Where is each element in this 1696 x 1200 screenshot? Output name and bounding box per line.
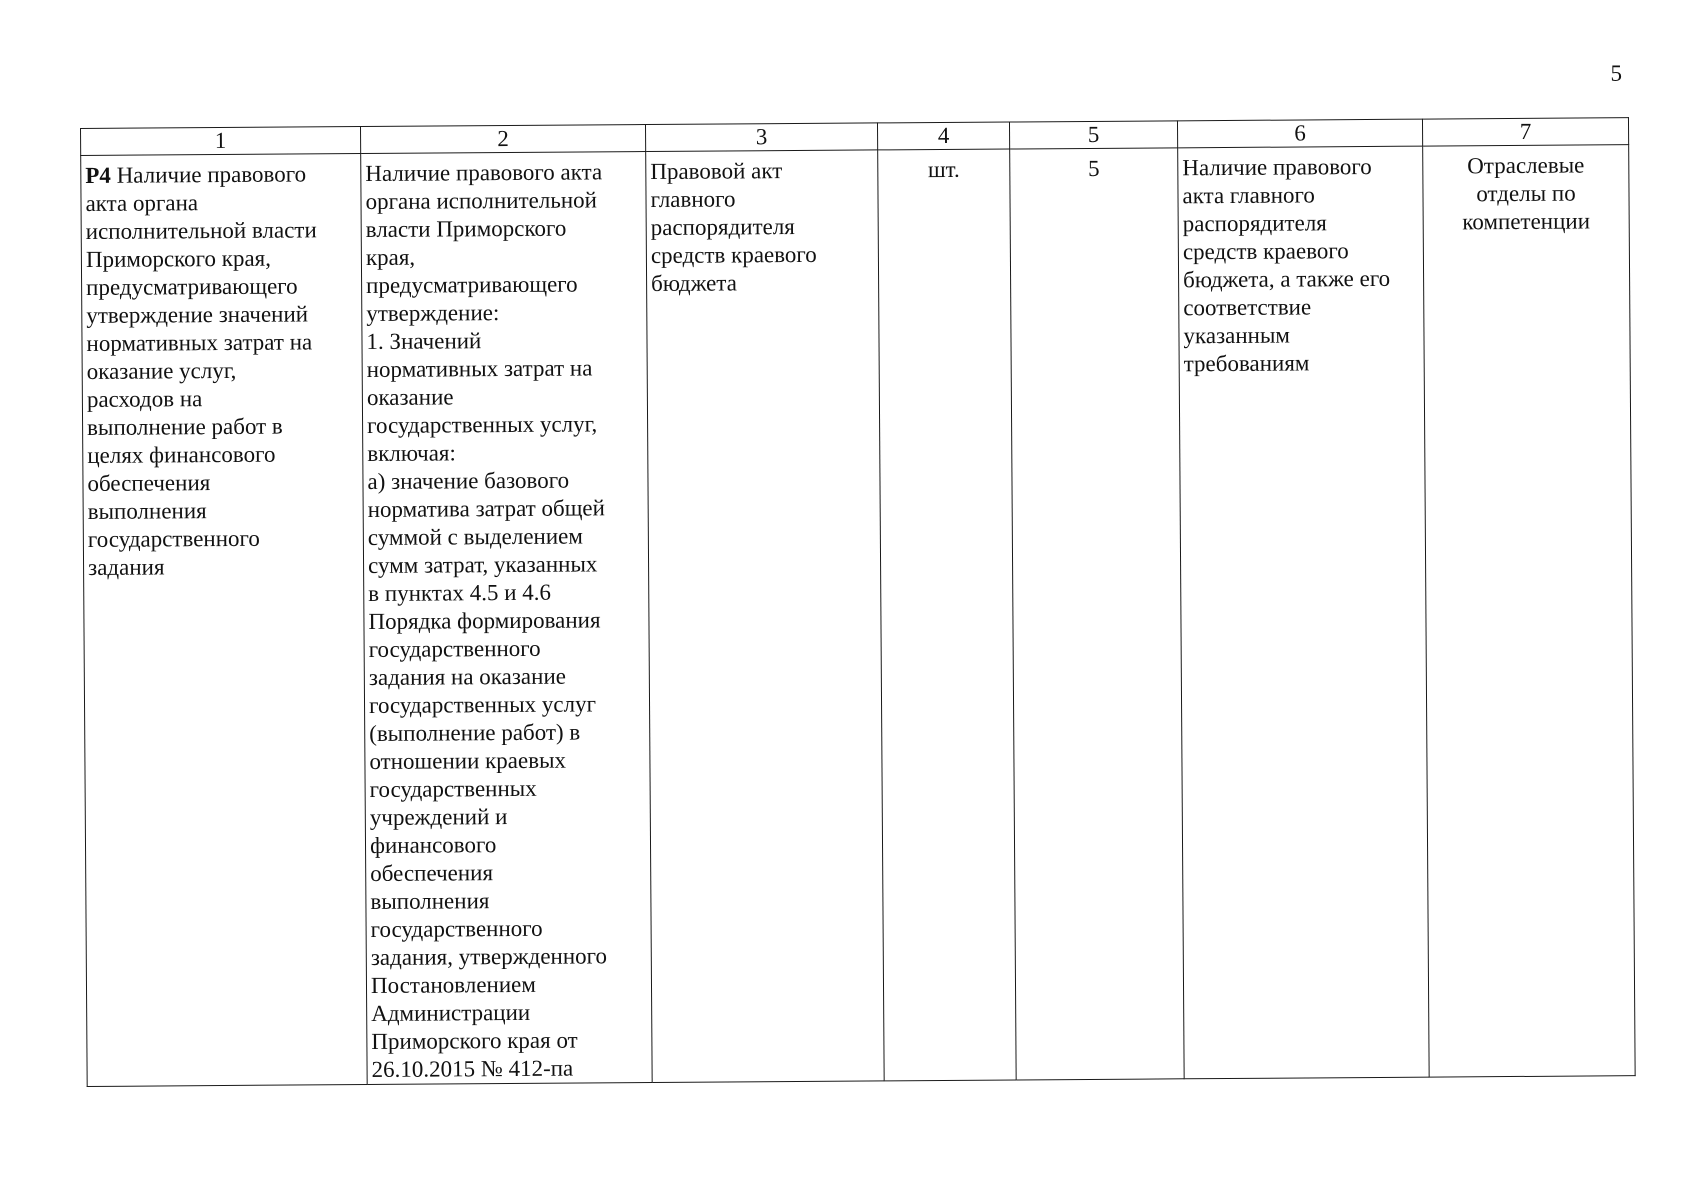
criteria-table (80, 117, 1636, 1087)
header-col-3: 3 (645, 123, 877, 152)
cell-unit: шт. (878, 149, 1016, 1081)
table-row (81, 145, 1635, 1087)
indicator-code: Р4 (85, 162, 111, 188)
header-col-5: 5 (1009, 121, 1177, 149)
cell-indicator-description: Наличие правового акта органа исполнительной власти Приморского края, предусматривающего утверждение: 1. Значений нормативных затрат на оказание государственных услуг, включая: а) значение базового норматива затрат общей суммой с выделением сумм затрат, указанных в пунктах 4.5 и 4.6 Порядка формирования государственного задания на оказание государственных услуг (выполнение работ) в отношении краевых государственных учреждений и финансового обеспечения выполнения государственного задания, утвержденного Постановлением Администрации Приморского края от 26.10.2015 № 412-па (361, 152, 652, 1085)
header-col-1: 1 (81, 127, 361, 156)
indicator-name: Наличие правового акта органа исполнительной власти Приморского края, предусматривающего утверждение значений нормативных затрат на оказание услуг, расходов на выполнение работ в целях финансового обеспечения выполнения государственного задания (85, 161, 317, 580)
page-number: 5 (1610, 61, 1622, 86)
header-col-2: 2 (360, 125, 645, 154)
header-col-6: 6 (1177, 119, 1422, 148)
cell-indicator-name (81, 154, 367, 1087)
cell-responsible: Отраслевые отделы по компетенции (1423, 145, 1635, 1077)
cell-score: 5 (1010, 148, 1184, 1080)
header-col-7: 7 (1422, 118, 1628, 146)
cell-source-document: Правовой акт главного распорядителя средств краевого бюджета (646, 150, 884, 1083)
header-col-4: 4 (877, 122, 1009, 150)
cell-criterion: Наличие правового акта главного распорядителя средств краевого бюджета, а также его соответствие указанным требованиям (1178, 146, 1429, 1079)
